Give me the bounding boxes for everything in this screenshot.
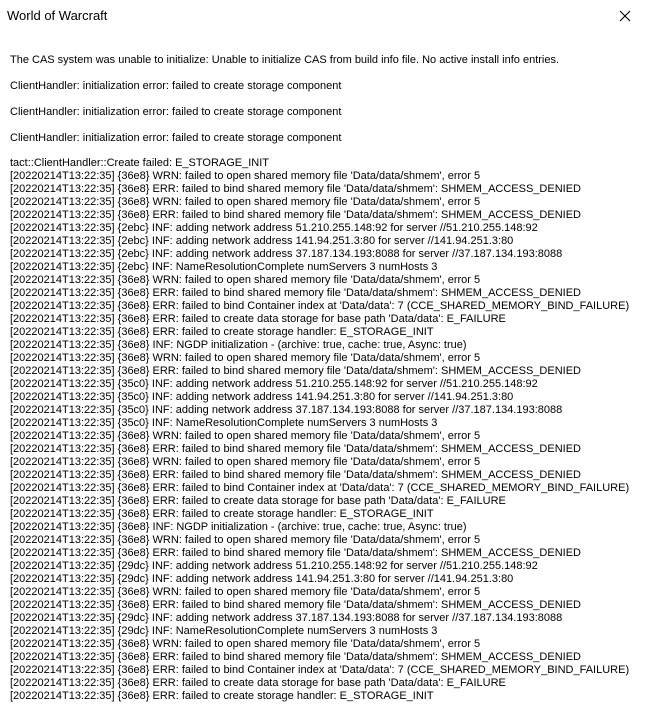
close-button[interactable] bbox=[602, 0, 648, 31]
log-line: [20220214T13:22:35] {29dc} INF: adding network address 37.187.134.193:8088 for server //37.187.134.193:8088 bbox=[10, 612, 563, 624]
log-line: [20220214T13:22:35] {29dc} INF: adding network address 141.94.251.3:80 for server //141.94.251.3:80 bbox=[10, 573, 514, 585]
log-line: [20220214T13:22:35] {29dc} INF: NameResolutionComplete numServers 3 numHosts 3 bbox=[10, 625, 438, 637]
log-line: [20220214T13:22:35] {36e8} INF: NGDP initialization - (archive: true, cache: true, Async: true) bbox=[10, 339, 467, 351]
title-bar[interactable] bbox=[0, 0, 648, 31]
log-line: [20220214T13:22:35] {36e8} WRN: failed to open shared memory file 'Data/data/shmem', error 5 bbox=[10, 638, 481, 650]
log-line: [20220214T13:22:35] {2ebc} INF: adding network address 141.94.251.3:80 for server //141.94.251.3:80 bbox=[10, 235, 514, 247]
log-line: [20220214T13:22:35] {36e8} WRN: failed to open shared memory file 'Data/data/shmem', error 5 bbox=[10, 430, 481, 442]
log-line: [20220214T13:22:35] {36e8} WRN: failed to open shared memory file 'Data/data/shmem', error 5 bbox=[10, 456, 481, 468]
log-line: [20220214T13:22:35] {35c0} INF: adding network address 37.187.134.193:8088 for server //37.187.134.193:8088 bbox=[10, 404, 563, 416]
log-line: [20220214T13:22:35] {36e8} ERR: failed to bind shared memory file 'Data/data/shmem': SHMEM_ACCESS_DENIED bbox=[10, 599, 581, 611]
log-line: [20220214T13:22:35] {36e8} WRN: failed to open shared memory file 'Data/data/shmem', error 5 bbox=[10, 196, 481, 208]
log-line: [20220214T13:22:35] {36e8} ERR: failed to bind shared memory file 'Data/data/shmem': SHMEM_ACCESS_DENIED bbox=[10, 547, 581, 559]
log-line: [20220214T13:22:35] {35c0} INF: NameResolutionComplete numServers 3 numHosts 3 bbox=[10, 417, 438, 429]
log-line: [20220214T13:22:35] {36e8} ERR: failed to create data storage for base path 'Data/data': E_FAILURE bbox=[10, 677, 506, 689]
log-line: [20220214T13:22:35] {36e8} ERR: failed to bind shared memory file 'Data/data/shmem': SHMEM_ACCESS_DENIED bbox=[10, 365, 581, 377]
client-handler-error-message: ClientHandler: initialization error: failed to create storage component bbox=[10, 106, 342, 118]
log-line: [20220214T13:22:35] {36e8} ERR: failed to bind Container index at 'Data/data': 7 (CCE_SHARED_MEMORY_BIND_FAILURE) bbox=[10, 482, 630, 494]
log-line: [20220214T13:22:35] {36e8} ERR: failed to bind shared memory file 'Data/data/shmem': SHMEM_ACCESS_DENIED bbox=[10, 183, 581, 195]
log-line: [20220214T13:22:35] {2ebc} INF: adding network address 51.210.255.148:92 for server //51.210.255.148:92 bbox=[10, 222, 538, 234]
log-line: [20220214T13:22:35] {2ebc} INF: NameResolutionComplete numServers 3 numHosts 3 bbox=[10, 261, 438, 273]
log-line: [20220214T13:22:35] {36e8} ERR: failed to bind shared memory file 'Data/data/shmem': SHMEM_ACCESS_DENIED bbox=[10, 651, 581, 663]
client-handler-error-message: ClientHandler: initialization error: failed to create storage component bbox=[10, 132, 342, 144]
window-title: World of Warcraft bbox=[7, 8, 108, 23]
log-line: tact::ClientHandler::Create failed: E_STORAGE_INIT bbox=[10, 157, 270, 169]
log-line: [20220214T13:22:35] {36e8} ERR: failed to bind shared memory file 'Data/data/shmem': SHMEM_ACCESS_DENIED bbox=[10, 209, 581, 221]
log-line: [20220214T13:22:35] {36e8} ERR: failed to bind shared memory file 'Data/data/shmem': SHMEM_ACCESS_DENIED bbox=[10, 469, 581, 481]
log-line: [20220214T13:22:35] {36e8} ERR: failed to bind Container index at 'Data/data': 7 (CCE_SHARED_MEMORY_BIND_FAILURE) bbox=[10, 300, 630, 312]
log-line: [20220214T13:22:35] {2ebc} INF: adding network address 37.187.134.193:8088 for server //37.187.134.193:8088 bbox=[10, 248, 563, 260]
close-icon bbox=[619, 10, 631, 22]
client-handler-error-message: ClientHandler: initialization error: failed to create storage component bbox=[10, 80, 342, 92]
log-line: [20220214T13:22:35] {36e8} ERR: failed to bind shared memory file 'Data/data/shmem': SHMEM_ACCESS_DENIED bbox=[10, 443, 581, 455]
log-line: [20220214T13:22:35] {36e8} ERR: failed to create storage handler: E_STORAGE_INIT bbox=[10, 690, 434, 702]
log-line: [20220214T13:22:35] {36e8} INF: NGDP initialization - (archive: true, cache: true, Async: true) bbox=[10, 521, 467, 533]
log-line: [20220214T13:22:35] {29dc} INF: adding network address 51.210.255.148:92 for server //51.210.255.148:92 bbox=[10, 560, 538, 572]
log-line: [20220214T13:22:35] {36e8} ERR: failed to bind shared memory file 'Data/data/shmem': SHMEM_ACCESS_DENIED bbox=[10, 287, 581, 299]
log-line: [20220214T13:22:35] {35c0} INF: adding network address 141.94.251.3:80 for server //141.94.251.3:80 bbox=[10, 391, 514, 403]
log-line: [20220214T13:22:35] {36e8} ERR: failed to create storage handler: E_STORAGE_INIT bbox=[10, 326, 434, 338]
log-line: [20220214T13:22:35] {36e8} ERR: failed to create storage handler: E_STORAGE_INIT bbox=[10, 508, 434, 520]
log-line: [20220214T13:22:35] {36e8} WRN: failed to open shared memory file 'Data/data/shmem', error 5 bbox=[10, 170, 481, 182]
log-line: [20220214T13:22:35] {36e8} ERR: failed to create data storage for base path 'Data/data': E_FAILURE bbox=[10, 313, 506, 325]
log-line: [20220214T13:22:35] {36e8} WRN: failed to open shared memory file 'Data/data/shmem', error 5 bbox=[10, 352, 481, 364]
cas-error-message: The CAS system was unable to initialize: Unable to initialize CAS from build info file. No active install info entries. bbox=[10, 54, 560, 66]
error-message-body bbox=[10, 53, 642, 703]
error-log bbox=[10, 157, 642, 703]
log-line: [20220214T13:22:35] {36e8} WRN: failed to open shared memory file 'Data/data/shmem', error 5 bbox=[10, 274, 481, 286]
log-line: [20220214T13:22:35] {36e8} ERR: failed to bind Container index at 'Data/data': 7 (CCE_SHARED_MEMORY_BIND_FAILURE) bbox=[10, 664, 630, 676]
log-line: [20220214T13:22:35] {36e8} ERR: failed to create data storage for base path 'Data/data': E_FAILURE bbox=[10, 495, 506, 507]
log-line: [20220214T13:22:35] {36e8} WRN: failed to open shared memory file 'Data/data/shmem', error 5 bbox=[10, 586, 481, 598]
log-line: [20220214T13:22:35] {35c0} INF: adding network address 51.210.255.148:92 for server //51.210.255.148:92 bbox=[10, 378, 538, 390]
log-line: [20220214T13:22:35] {36e8} WRN: failed to open shared memory file 'Data/data/shmem', error 5 bbox=[10, 534, 481, 546]
